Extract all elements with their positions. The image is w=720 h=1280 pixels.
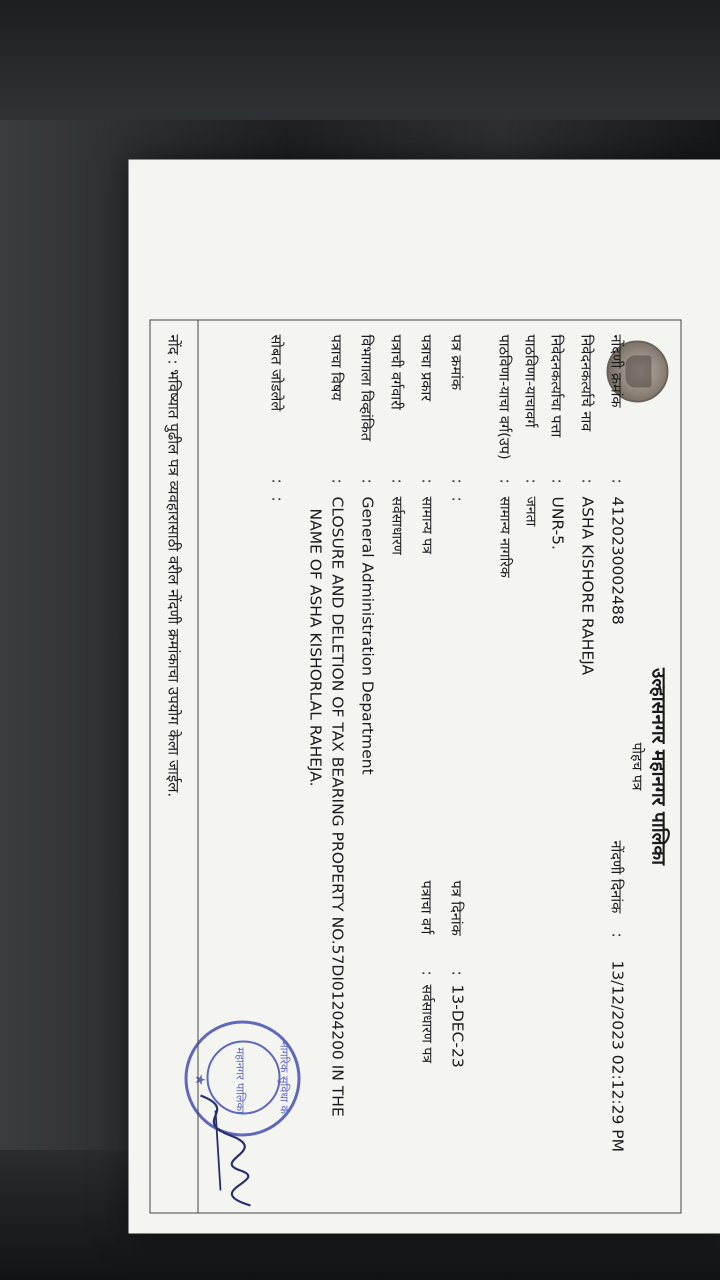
doc-type: पोहच पत्र [628, 742, 645, 791]
dept-value: General Administration Department [358, 496, 377, 775]
letter-class-value: सर्वसाधारण पत्र [418, 984, 435, 1064]
subject-label: पत्राचा विषय [327, 334, 344, 401]
letter-kind-value: सामान्य पत्र [418, 496, 435, 554]
letter-class-label: पत्राचा वर्ग [417, 880, 434, 935]
acknowledgement-paper [129, 160, 720, 1234]
car-ceiling [0, 0, 720, 120]
reg-date-label: नोंदणी दिनांक [607, 840, 624, 914]
reg-date-value: 13/12/2023 02:12:29 PM [608, 960, 627, 1153]
reg-no-label: नोंदणी क्रमांक [607, 334, 624, 408]
sender-subclass-value: सामान्य नागरिक [496, 496, 513, 578]
attachments-label: सोबत जोडलेले [267, 334, 284, 412]
sender-class-value: जनता [522, 496, 539, 527]
letter-date-label: पत्र दिनांक [447, 880, 464, 936]
official-stamp: नागरिक सुविधा कें महानगर पालिका ★ [185, 1021, 301, 1137]
sender-subclass-label: पाठविणा-याचा वर्ग(उप) [495, 334, 512, 460]
applicant-address-label: निवेदनकर्त्याचा पत्ता [547, 334, 564, 438]
letter-no-value: : [448, 496, 467, 502]
applicant-name-label: निवेदनकर्त्याचे नाव [577, 334, 594, 432]
footer-divider [198, 321, 199, 1213]
applicant-address-value: UNR-5. [548, 496, 567, 550]
letter-no-label: पत्र क्रमांक [447, 334, 464, 391]
sender-class-label: पाठविणा-याचावर्ग [521, 334, 538, 428]
org-title: उल्हासनगर महानगर पालिका [647, 667, 670, 866]
category-value: सर्वसाधारण [388, 496, 405, 555]
subject-line-1: CLOSURE AND DELETION OF TAX BEARING PROPERTY NO.57DI01204200 IN THE [328, 496, 347, 1117]
signature [181, 1091, 261, 1211]
category-label: पत्राची वर्गवारी [387, 334, 404, 410]
reg-no-value: 4120230002488 [608, 496, 627, 625]
footer-note: नोंद : भविष्यात पुढील पत्र व्यवहारासाठी वरील नोंदणी क्रमांकाचा उपयोग केला जाईल. [164, 334, 183, 798]
letter-kind-label: पत्राचा प्रकार [417, 334, 434, 402]
attachments-value: : [268, 496, 287, 502]
dept-label: विभागाला विव्हांकित [357, 334, 374, 441]
letter-date-value: 13-DEC-23 [448, 984, 467, 1068]
subject-line-2: NAME OF ASHA KISHORLAL RAHEJA. [306, 508, 325, 787]
document-frame: उल्हासनगर महानगर पालिका पोहच पत्र नोंदणी क्रमांक : 4120230002488 नोंदणी दिनांक : 13/12/2023 02:12:29 PM निवेदनकर्त्याचे नाव : ASHA KISHORE RAHEJA निवेदनकर्त्याचा पत्ता : UNR-5. पाठविणा-याचावर्ग : जनता पाठविणा-याचा वर्ग(उप) : सामान्य नागरिक पत्र क्रमांक : : पत्र दिनांक : 13-DEC-23 पत्राचा प्रकार : सामान्य पत्र पत्राचा वर्ग : सर्वसाधारण पत्र पत्राची वर्गवारी : सर्वसाधारण विभागाला विव्हांकित : General Administration Department पत्राचा विषय : CLOSURE AND DELETION OF TAX BEARING PROPERTY NO.57DI01204200 IN THE NAME OF ASHA KISHORLAL RAHEJA. सोबत जोडलेले : : नागरिक सुविधा कें महानगर पालिका ★ नोंद : भविष्यात पुढील पत्र व्यवहारासाठी वरील नोंदणी क्रमांकाचा उपयोग केला जाईल. [150, 320, 682, 1214]
applicant-name-value: ASHA KISHORE RAHEJA [578, 496, 597, 676]
